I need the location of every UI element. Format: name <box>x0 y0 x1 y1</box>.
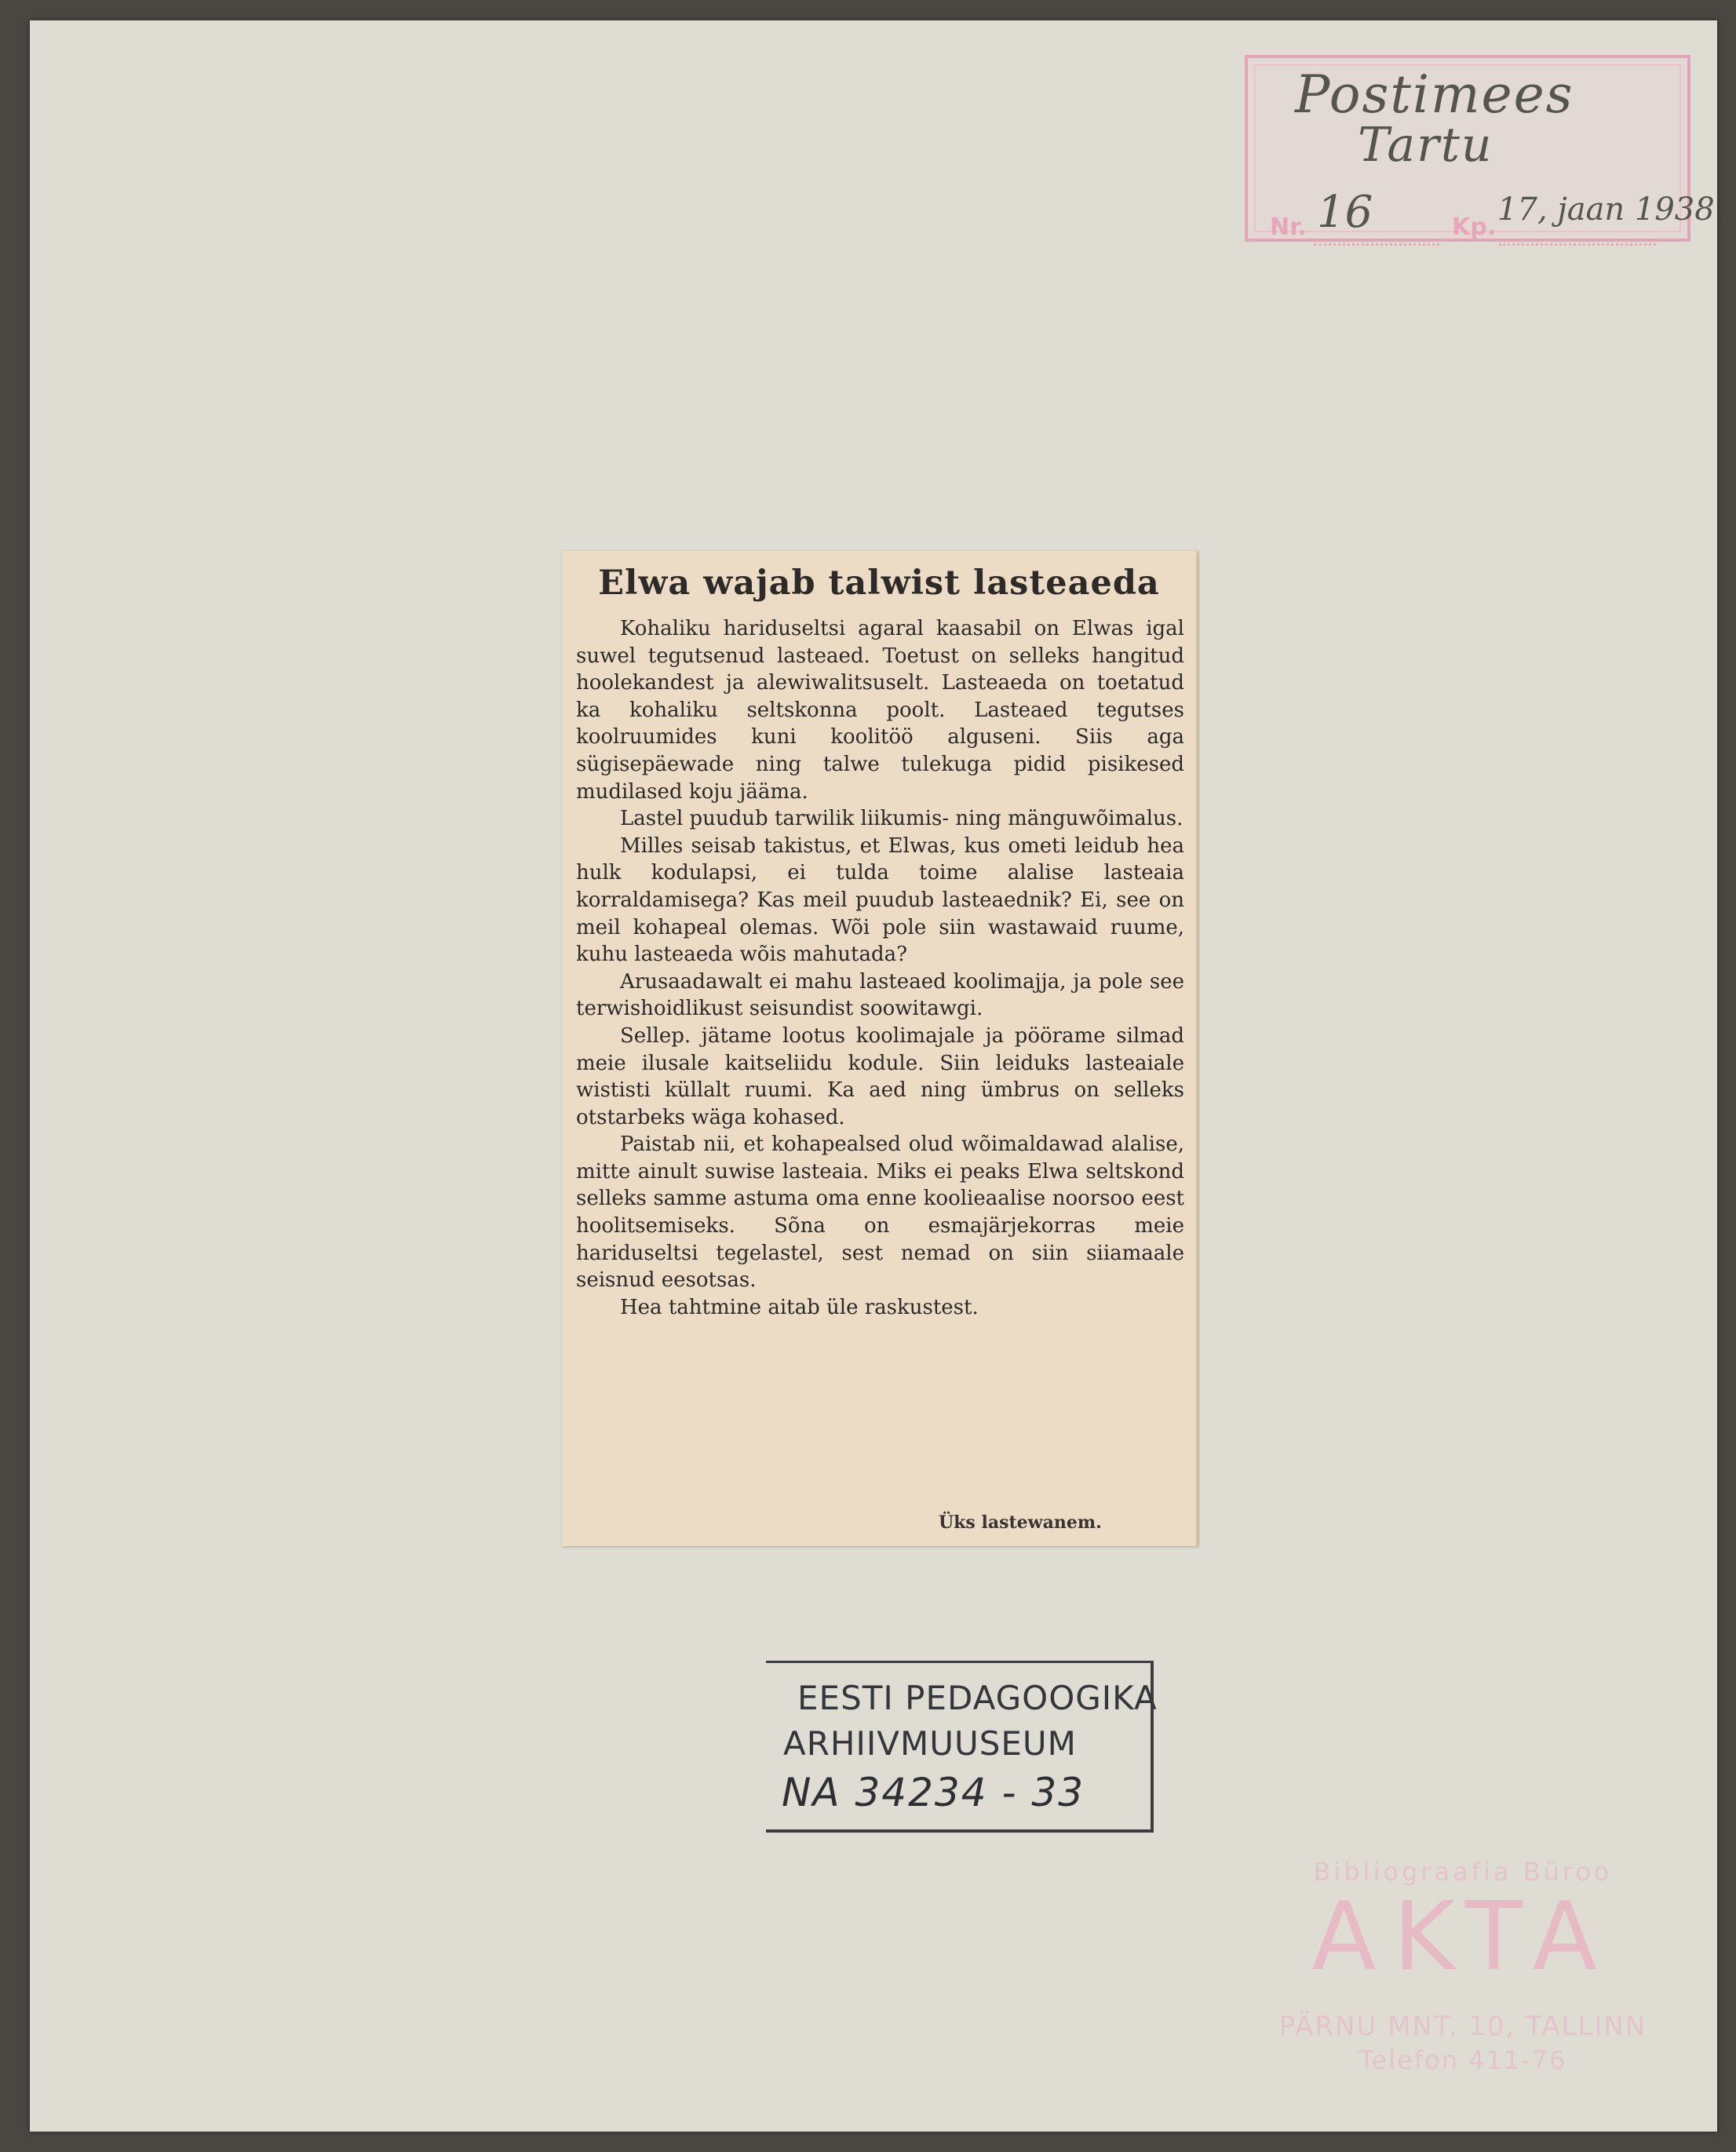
newspaper-name: Postimees <box>1295 64 1574 125</box>
article-paragraph: Sellep. jätame lootus koolimajale ja pöörame silmad meie ilusale kaitseliidu kodule. Siin leiduks lasteaiale wististi küllalt ruumi. Ka aed ning ümbrus on selleks otstarbeks wäga kohased. <box>576 1023 1184 1129</box>
date-dotted-line <box>1499 243 1656 246</box>
akta-address: PÄRNU MNT. 10, TALLINN <box>1278 2011 1647 2042</box>
issue-date: 17, jaan 1938 <box>1497 191 1715 228</box>
library-stamp <box>1245 55 1715 242</box>
akta-phone: Telefon 411-76 <box>1359 2045 1567 2075</box>
akta-stamp <box>1204 1857 1722 2075</box>
museum-stamp <box>766 1661 1158 1833</box>
museum-stamp-line: ARHIIVMUUSEUM <box>783 1724 1077 1763</box>
article-title: Elwa wajab talwist lasteaeda <box>598 564 1160 603</box>
archive-sheet <box>30 20 1717 2132</box>
date-label: Kp. <box>1452 213 1497 241</box>
article-paragraph: Hea tahtmine aitab üle raskustest. <box>620 1295 979 1319</box>
article-paragraph: Kohaliku hariduseltsi agaral kaasabil on Elwas igal suwel tegutsenud lasteaed. Toetust on selleks hangitud hoolekandest ja alewiwalitsuselt. Lasteaeda on toetatud ka kohaliku seltskonna poolt. Lasteaed tegutses koolruumides kuni koolitöö alguseni. Siis aga sügisepäewade ning talwe tulekuga pidid pisikesed mudilased koju jääma. <box>576 617 1184 804</box>
newspaper-clipping <box>562 551 1198 1546</box>
akta-logo-text: AKTA <box>1311 1883 1614 1992</box>
article-paragraph: Paistab nii, et kohapealsed olud wõimaldawad alalise, mitte ainult suwise lasteaia. Miks ei peaks Elwa seltskond selleks samme astuma oma enne koolieaalise noorsoo eest hoolitsemiseks. Sõna on esmajärjekorras meie hariduseltsi tegelastel, sest nemad on siin siiamaale seisnud eesotsas. <box>576 1133 1184 1293</box>
inventory-number: NA 34234 - 33 <box>782 1770 1085 1815</box>
newspaper-city: Tartu <box>1358 118 1493 173</box>
issue-number: 16 <box>1317 187 1373 238</box>
number-dotted-line <box>1314 243 1439 246</box>
issue-number-label: Nr. <box>1270 213 1307 241</box>
article-paragraph: Milles seisab takistus, et Elwas, kus ometi leidub hea hulk kodulapsi, ei tulda toime alalise lasteaia korraldamisega? Kas meil puudub lasteaednik? Ei, see on meil kohapeal olemas. Wõi pole siin wastawaid ruume, kuhu lasteaeda wõis mahutada? <box>576 833 1184 967</box>
article-body <box>576 615 1184 1321</box>
akta-bureau: Bibliograafia Büroo <box>1313 1857 1613 1887</box>
museum-stamp-line: EESTI PEDAGOOGIKA <box>797 1679 1158 1717</box>
article-signature: Üks lastewanem. <box>939 1512 1102 1533</box>
article-paragraph: Arusaadawalt ei mahu lasteaed koolimajja, ja pole see terwishoidlikust seisundist soowitawgi. <box>576 969 1184 1021</box>
article-paragraph: Lastel puudub tarwilik liikumis- ning mänguwõimalus. <box>620 807 1183 831</box>
